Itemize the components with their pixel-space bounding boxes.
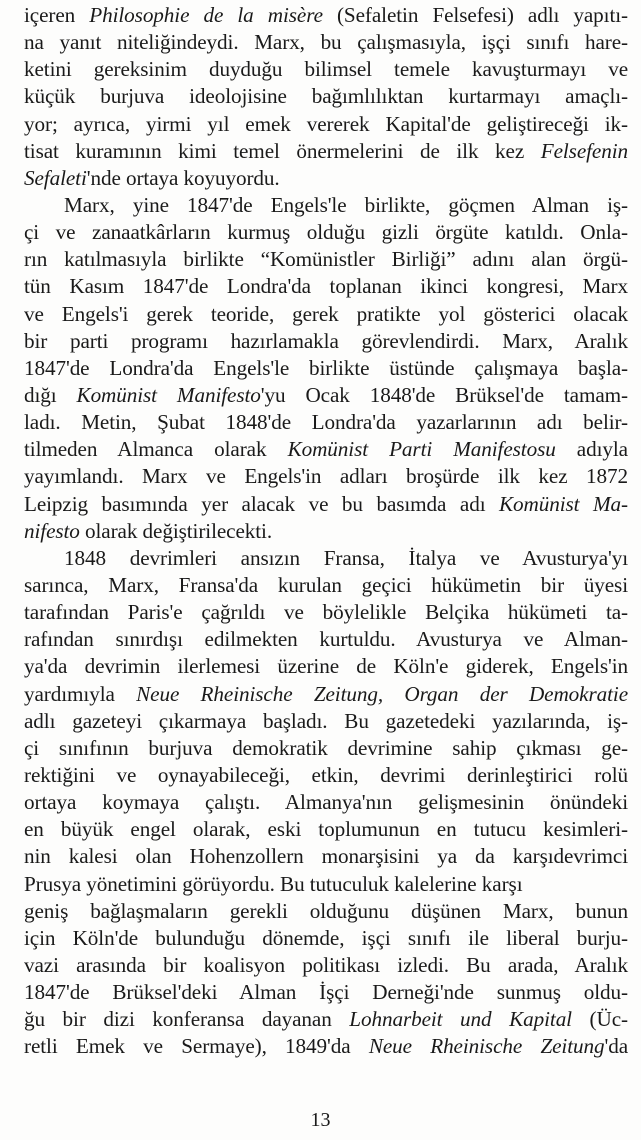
- text-line: [24, 518, 628, 545]
- text-line: [24, 1033, 628, 1060]
- text-line: [24, 1006, 628, 1033]
- text-run: geniş bağlaşmaların gerekli olduğunu düşünen Marx, bunun: [24, 898, 628, 923]
- text-run: olarak değiştirilecekti.: [79, 518, 273, 543]
- text-run: çi sınıfının burjuva demokratik devrimine sahip çıkması ge-: [24, 735, 628, 760]
- text-line: [24, 871, 628, 898]
- text-run: rafından sınırdışı edilmekten kurtuldu. Avusturya ve Alman-: [24, 627, 628, 652]
- text-run: rektiğini ve oynayabileceği, etkin, devrimi derinleştirici rolü: [24, 762, 628, 787]
- text-run: tilmeden Almanca olarak: [24, 437, 288, 462]
- text-line: [24, 409, 628, 436]
- text-run: 1848 devrimleri ansızın Fransa, İtalya ve Avusturya'yı: [64, 545, 628, 570]
- text-run: na yanıt niteliğindeydi. Marx, bu çalışmasıyla, işçi sınıfı hare-: [24, 30, 628, 55]
- body-text: [24, 2, 628, 1060]
- text-run: ya'da devrimin ilerlemesi üzerine de Köln'e giderek, Engels'in: [24, 654, 628, 679]
- text-line: [24, 355, 628, 382]
- text-run: Leipzig basımında yer alacak ve bu basımda adı: [24, 491, 500, 516]
- text-run: vazi arasında bir koalisyon politikası izledi. Bu arada, Aralık: [24, 952, 628, 977]
- text-line: [24, 599, 628, 626]
- text-line: [24, 762, 628, 789]
- text-run: yor; ayrıca, yirmi yıl emek vererek Kapital'de geliştireceği ik-: [24, 111, 628, 136]
- text-run: dığı: [24, 382, 77, 407]
- text-run: ve Engels'i gerek teoride, gerek pratikte yol gösterici olacak: [24, 301, 628, 326]
- text-line: [24, 491, 628, 518]
- text-line: [24, 708, 628, 735]
- text-line: [24, 301, 628, 328]
- text-run: küçük burjuva ideolojisine bağımlılıktan kurtarmayı amaçlı-: [24, 84, 628, 109]
- text-run: Prusya yönetimini görüyordu. Bu tutuculuk kalelerine karşı: [24, 871, 523, 896]
- text-line: [24, 138, 628, 165]
- italic-text: Lohnarbeit und Kapital: [349, 1007, 572, 1032]
- text-run: 1847'de Londra'da Engels'le birlikte üstünde çalışmaya başla-: [24, 355, 628, 380]
- text-line: [24, 898, 628, 925]
- text-run: için Köln'de bulunduğu dönemde, işçi sınıfı ile liberal burju-: [24, 925, 628, 950]
- italic-text: Neue Rheinische Zeitung: [368, 1034, 605, 1059]
- text-run: ketini gereksinim duyduğu bilimsel temele kavuşturmayı ve: [24, 57, 628, 82]
- text-run: yardımıyla: [24, 681, 137, 706]
- text-line: [24, 273, 628, 300]
- text-line: [24, 219, 628, 246]
- text-line: [24, 952, 628, 979]
- text-run: 'nde ortaya koyuyordu.: [86, 165, 280, 190]
- text-run: yayımlandı. Marx ve Engels'in adları broşürde ilk kez 1872: [24, 464, 628, 489]
- page-number: 13: [310, 1109, 331, 1131]
- text-line: [24, 925, 628, 952]
- text-run: tün Kasım 1847'de Londra'da toplanan ikinci kongresi, Marx: [24, 274, 628, 299]
- text-line: [24, 56, 628, 83]
- text-run: ortaya koymaya çalıştı. Almanya'nın gelişmesinin önündeki: [24, 790, 628, 815]
- italic-text: Philosophie de la misère: [89, 3, 323, 27]
- text-run: ğu bir dizi konferansa dayanan: [24, 1007, 350, 1032]
- text-run: tisat kuramının kimi temel önermelerini de ilk kez: [24, 138, 541, 163]
- text-run: ladı. Metin, Şubat 1848'de Londra'da yazarlarının adı belir-: [24, 410, 628, 435]
- text-line: [24, 735, 628, 762]
- text-line: [24, 246, 628, 273]
- text-run: (Üc-: [571, 1007, 628, 1032]
- text-line: [24, 653, 628, 680]
- text-line: [24, 192, 628, 219]
- text-run: nin kalesi olan Hohenzollern monarşisini ya da karşıdevrimci: [24, 844, 628, 869]
- text-line: [24, 545, 628, 572]
- text-run: çi ve zanaatkârların kurmuş olduğu gizli örgüte katıldı. Onla-: [24, 220, 628, 245]
- text-line: [24, 328, 628, 355]
- text-line: [24, 111, 628, 138]
- text-line: [24, 789, 628, 816]
- text-run: sarınca, Marx, Fransa'da kurulan geçici hükümetin bir üyesi: [24, 572, 628, 597]
- text-run: tarafından Paris'e çağrıldı ve böylelikle Belçika hükümeti ta-: [24, 600, 628, 625]
- text-run: rın katılmasıyla birlikte “Komünistler Birliği” adını alan örgü-: [24, 247, 628, 272]
- text-run: 1847'de Brüksel'deki Alman İşçi Derneği'nde sunmuş oldu-: [24, 980, 628, 1005]
- italic-text: Sefaleti: [24, 165, 87, 190]
- text-line: [24, 979, 628, 1006]
- text-line: [24, 463, 628, 490]
- italic-text: Komünist Ma-: [499, 491, 628, 516]
- text-run: adlı gazeteyi çıkarmaya başladı. Bu gazetedeki yazılarında, iş-: [24, 708, 628, 733]
- italic-text: Felsefenin: [540, 138, 628, 163]
- text-run: 'yu Ocak 1848'de Brüksel'de tamam-: [260, 382, 628, 407]
- text-run: retli Emek ve Sermaye), 1849'da: [24, 1034, 369, 1059]
- text-line: [24, 2, 628, 29]
- text-line: [24, 436, 628, 463]
- text-run: bir parti programı hazırlamakla görevlendirdi. Marx, Aralık: [24, 328, 628, 353]
- text-run: içeren: [24, 3, 90, 27]
- text-run: 'da: [604, 1034, 628, 1059]
- text-run: en büyük engel olarak, eski toplumunun en tutucu kesimleri-: [24, 817, 628, 842]
- italic-text: nifesto: [24, 518, 80, 543]
- text-run: Marx, yine 1847'de Engels'le birlikte, göçmen Alman iş-: [64, 192, 628, 217]
- text-line: [24, 843, 628, 870]
- text-line: [24, 572, 628, 599]
- italic-text: Komünist Parti Manifestosu: [287, 437, 556, 462]
- text-line: [24, 29, 628, 56]
- text-line: [24, 816, 628, 843]
- text-line: [24, 83, 628, 110]
- text-line: [24, 165, 628, 192]
- text-line: [24, 382, 628, 409]
- italic-text: Komünist Manifesto: [76, 382, 261, 407]
- text-run: (Sefaletin Felsefesi) adlı yapıtı-: [322, 3, 628, 27]
- text-run: adıyla: [555, 437, 628, 462]
- italic-text: Neue Rheinische Zeitung, Organ der Demokratie: [136, 681, 628, 706]
- text-line: [24, 626, 628, 653]
- text-line: [24, 681, 628, 708]
